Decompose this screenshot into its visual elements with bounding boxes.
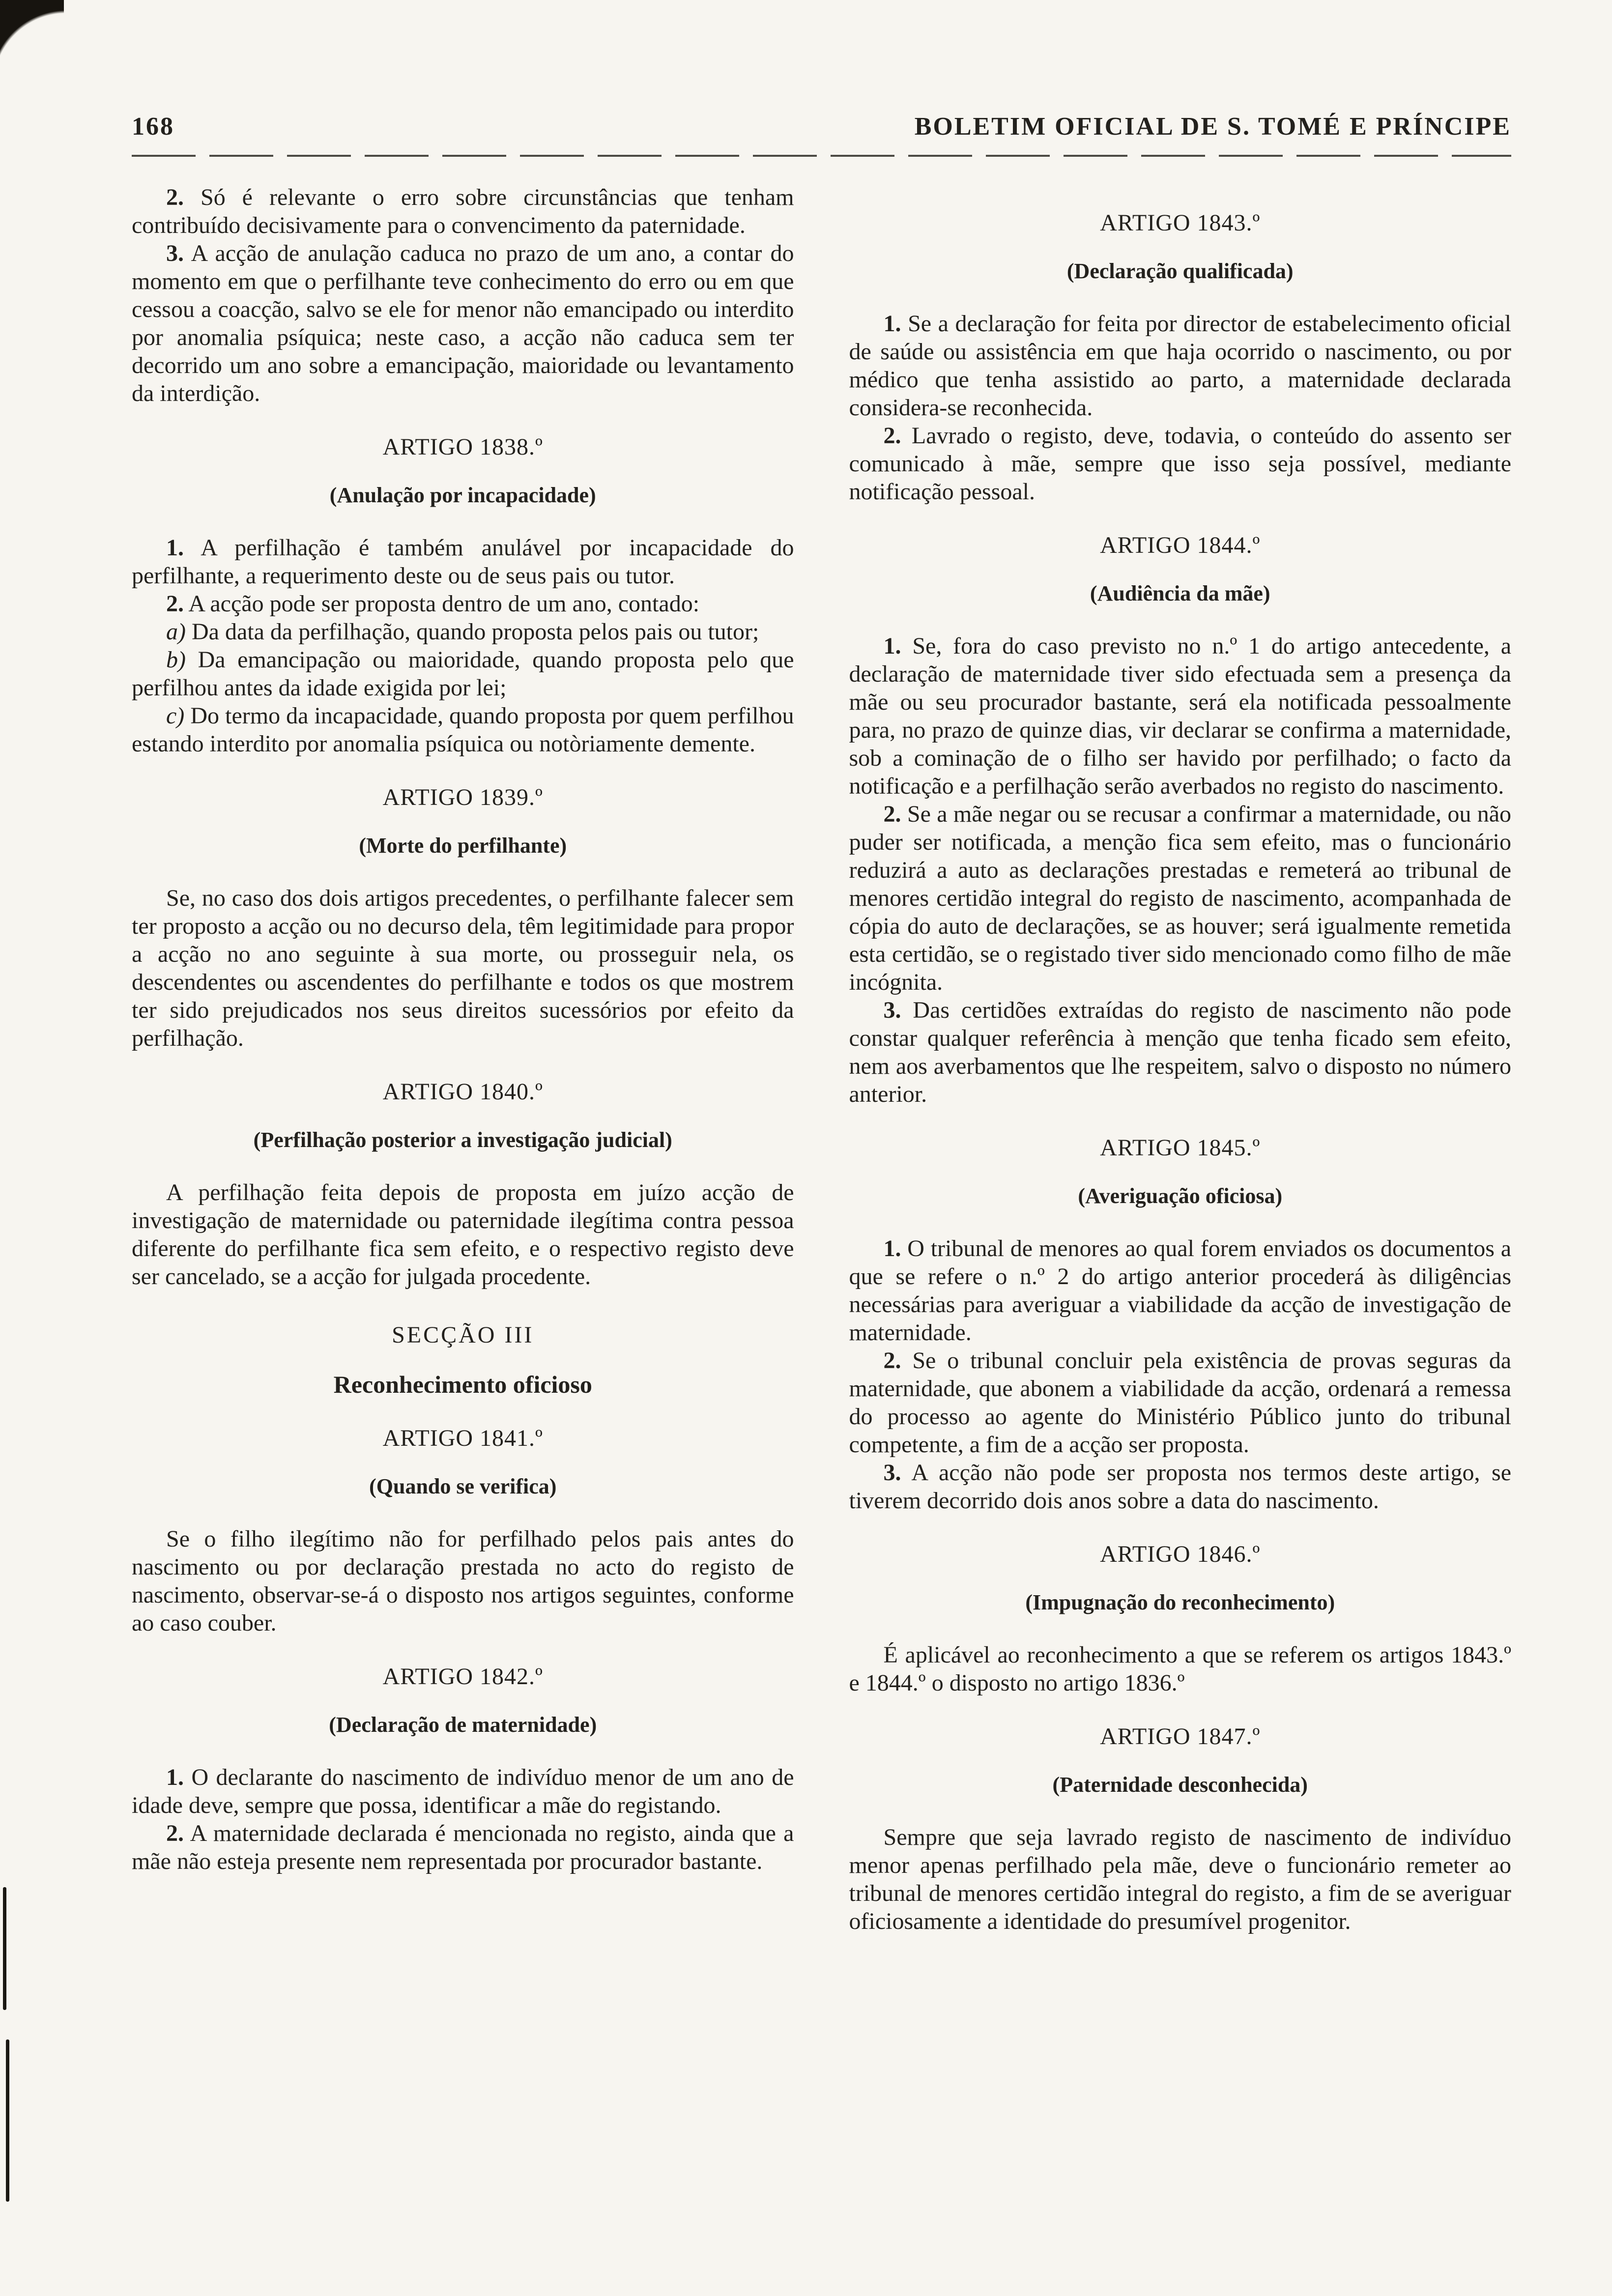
paragraph (849, 1234, 1512, 1347)
paragraph (849, 800, 1512, 996)
article-subtitle: (Paternidade desconhecida) (1052, 1773, 1308, 1797)
scan-edge-mark (6, 2039, 9, 2202)
paragraph-text: Se, fora do caso previsto no n.º 1 do artigo antecedente, a declaração de maternidade tiver sido efectuada sem a presença da mãe ou seu procurador bastante, será ela notificada pessoalmente para, no prazo de quinze dias, vir declarar se confirma a maternidade, sob a cominação de o filho ser havido por perfilhado; o facto da notificação e a perfilhação serão averbados no registo do nascimento. (849, 633, 1512, 799)
paragraph: É aplicável ao reconhecimento a que se referem os artigos 1843.º e 1844.º o disposto no artigo 1836.º (849, 1642, 1511, 1696)
paragraph-text: Da emancipação ou maioridade, quando proposta pelo que perfilhou antes da idade exigida por lei; (132, 647, 794, 701)
article-heading: ARTIGO 1841.º (382, 1425, 543, 1451)
header-rule (132, 155, 1511, 157)
paragraph-number: 1. (166, 535, 184, 561)
article-heading: ARTIGO 1843.º (1100, 210, 1261, 236)
list-item (132, 646, 794, 702)
paragraph-number: 1. (883, 311, 901, 337)
article-subtitle: (Audiência da mãe) (1090, 581, 1270, 605)
article-subtitle: (Declaração qualificada) (1066, 259, 1294, 283)
item-marker: c) (166, 703, 185, 729)
article-subtitle: (Quando se verifica) (369, 1474, 557, 1498)
paragraph-text: Se a mãe negar ou se recusar a confirmar a maternidade, ou não puder ser notificada, a menção fica sem efeito, mas o funcionário reduzirá a auto as declarações prestadas e remeterá ao tribunal de menores certidão integral do registo de nascimento, acompanhada de cópia do auto de declarações, se as houver; será igualmente remetida esta certidão, se o registado tiver sido mencionado como filho de mãe incógnita. (849, 801, 1512, 995)
paragraph-number: 3. (883, 997, 901, 1023)
paragraph-text: A acção não pode ser proposta nos termos deste artigo, se tiverem decorrido dois anos sobre a data do nascimento. (849, 1460, 1511, 1514)
paragraph (849, 422, 1512, 506)
article-subtitle: (Declaração de maternidade) (329, 1713, 597, 1737)
paragraph-text: A acção pode ser proposta dentro de um ano, contado: (188, 591, 700, 617)
paragraph-text: Lavrado o registo, deve, todavia, o conteúdo do assento ser comunicado à mãe, sempre que isso seja possível, mediante notificação pessoal. (849, 423, 1511, 505)
paragraph-text: A maternidade declarada é mencionada no registo, ainda que a mãe não esteja presente nem representada por procurador bastante. (132, 1820, 794, 1874)
paragraph: A perfilhação feita depois de proposta em juízo acção de investigação de maternidade ou paternidade ilegítima contra pessoa diferente do perfilhante fica sem efeito, e o respectivo registo deve ser cancelado, se a acção for julgada procedente. (132, 1179, 794, 1290)
paragraph (132, 1763, 794, 1819)
article-heading: ARTIGO 1840.º (382, 1079, 543, 1105)
section-heading: SECÇÃO III (392, 1322, 534, 1348)
paragraph-text: O declarante do nascimento de indivíduo menor de um ano de idade deve, sempre que possa, identificar a mãe do registando. (132, 1764, 794, 1818)
paragraph-number: 1. (883, 633, 901, 659)
masthead (132, 112, 1511, 141)
paragraph-text: Da data da perfilhação, quando proposta pelos pais ou tutor; (191, 619, 759, 645)
article-subtitle: (Averiguação oficiosa) (1078, 1184, 1283, 1208)
article-heading: ARTIGO 1845.º (1100, 1135, 1261, 1161)
list-item (132, 702, 794, 758)
article-subtitle: (Impugnação do reconhecimento) (1025, 1590, 1335, 1614)
page-number: 168 (132, 113, 174, 141)
article-subtitle: (Anulação por incapacidade) (329, 483, 596, 507)
paragraph: Se o filho ilegítimo não for perfilhado pelos pais antes do nascimento ou por declaração prestada no acto do registo de nascimento, observar-se-á o disposto nos artigos seguintes, conforme ao caso couber. (132, 1526, 794, 1636)
list-item (132, 618, 794, 646)
section-title: Reconhecimento oficioso (333, 1371, 592, 1398)
paragraph-text: Se a declaração for feita por director de estabelecimento oficial de saúde ou assistência em que haja ocorrido o nascimento, ou por médico que tenha assistido ao parto, a maternidade declarada considera-se reconhecida. (849, 311, 1512, 421)
article-heading: ARTIGO 1844.º (1100, 532, 1261, 558)
article-heading: ARTIGO 1846.º (1100, 1541, 1261, 1567)
item-marker: b) (166, 647, 186, 673)
scan-edge-mark (3, 1887, 6, 2010)
paragraph-number: 1. (883, 1235, 901, 1262)
masthead-title: BOLETIM OFICIAL DE S. TOMÉ E PRÍNCIPE (914, 113, 1511, 141)
paragraph (849, 1459, 1512, 1515)
text-columns (132, 183, 1511, 1935)
paragraph (132, 183, 794, 239)
paragraph-number: 2. (883, 1348, 901, 1374)
paragraph-number: 1. (166, 1764, 184, 1790)
left-column (132, 183, 794, 1935)
paragraph-number: 3. (883, 1460, 901, 1486)
article-heading: ARTIGO 1842.º (382, 1664, 543, 1690)
page-content (132, 112, 1511, 1935)
paragraph-text: A perfilhação é também anulável por incapacidade do perfilhante, a requerimento deste ou de seus pais ou tutor. (132, 535, 794, 589)
paragraph-number: 2. (883, 801, 901, 827)
paragraph (849, 996, 1512, 1108)
paragraph (849, 310, 1512, 422)
paragraph (132, 1819, 794, 1875)
paragraph-number: 2. (166, 591, 184, 617)
article-subtitle: (Morte do perfilhante) (359, 833, 567, 858)
paragraph (132, 534, 794, 590)
article-heading: ARTIGO 1839.º (382, 784, 543, 810)
paragraph (132, 239, 794, 407)
paragraph-text: O tribunal de menores ao qual forem enviados os documentos a que se refere o n.º 2 do artigo anterior procederá às diligências necessárias para averiguar a viabilidade da acção de investigação de maternidade. (849, 1235, 1512, 1346)
paragraph-text: Se o tribunal concluir pela existência de provas seguras da maternidade, que abonem a viabilidade da acção, ordenará a remessa do processo ao agente do Ministério Público junto do tribunal competente, a fim de a acção ser proposta. (849, 1348, 1511, 1458)
paragraph (849, 1347, 1512, 1459)
paragraph-text: Das certidões extraídas do registo de nascimento não pode constar qualquer referência à menção que tenha ficado sem efeito, nem aos averbamentos que lhe respeitem, salvo o disposto no número anterior. (849, 997, 1512, 1107)
right-column (849, 183, 1512, 1935)
article-subtitle: (Perfilhação posterior a investigação judicial) (253, 1128, 672, 1152)
paragraph-number: 3. (166, 240, 184, 266)
paragraph (132, 590, 794, 618)
paragraph-text: Do termo da incapacidade, quando proposta por quem perfilhou estando interdito por anomalia psíquica ou notòriamente demente. (132, 703, 794, 757)
paragraph (849, 632, 1512, 800)
paragraph-number: 2. (166, 184, 184, 210)
paragraph: Se, no caso dos dois artigos precedentes, o perfilhante falecer sem ter proposto a acção ou no decurso dela, têm legitimidade para propor a acção no ano seguinte à sua morte, ou prosseguir nela, os descendentes ou ascendentes do perfilhante e todos os que mostrem ter sido prejudicados nos seus direitos sucessórios por efeito da perfilhação. (132, 885, 794, 1051)
item-marker: a) (166, 619, 186, 645)
article-heading: ARTIGO 1838.º (382, 434, 543, 460)
scan-corner-artifact (0, 0, 64, 84)
paragraph-number: 2. (166, 1820, 184, 1846)
article-heading: ARTIGO 1847.º (1100, 1723, 1261, 1750)
paragraph-number: 2. (883, 423, 901, 449)
paragraph-text: A acção de anulação caduca no prazo de um ano, a contar do momento em que o perfilhante teve conhecimento do erro ou em que cessou a coacção, salvo se ele for menor não emancipado ou interdito por anomalia psíquica; neste caso, a acção não caduca sem ter decorrido um ano sobre a emancipação, maioridade ou levantamento da interdição. (132, 240, 794, 406)
paragraph-text: Só é relevante o erro sobre circunstâncias que tenham contribuído decisivamente para o convencimento da paternidade. (132, 184, 794, 238)
paragraph: Sempre que seja lavrado registo de nascimento de indivíduo menor apenas perfilhado pela mãe, deve o funcionário remeter ao tribunal de menores certidão integral do registo, a fim de se averiguar oficiosamente a identidade do presumível progenitor. (849, 1824, 1511, 1934)
